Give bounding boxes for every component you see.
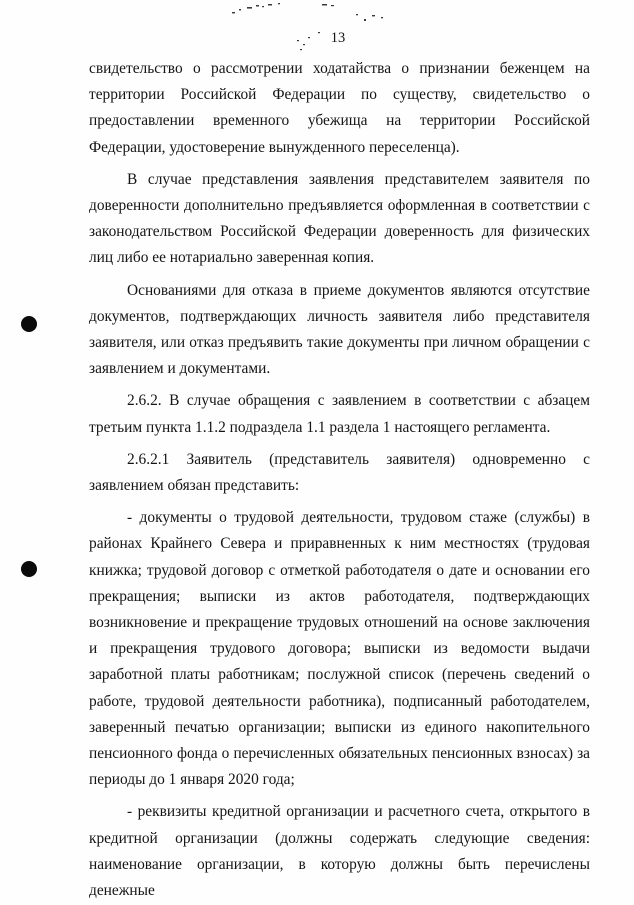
punch-hole-bottom [21, 561, 37, 577]
punch-hole-top [21, 316, 37, 332]
paragraph-continuation: свидетельство о рассмотрении ходатайства о признании беженцем на территории Российской Федерации по существу, свидетельство о предоставлении временного убежища на территории Российской Федерации, удостоверение вынужденного переселенца). [89, 60, 590, 156]
paragraph-refusal-grounds: Основаниями для отказа в приеме документов являются отсутствие документов, подтверждающих личность заявителя либо представителя заявителя, или отказ предъявить такие документы при личном обращении с заявлением и документами. [89, 281, 590, 378]
paragraph-representative: В случае представления заявления представителем заявителя по доверенности дополнительно предъявляется оформленная в соответствии с законодательством Российской Федерации доверенность для физических лиц либо ее нотариально заверенная копия. [89, 170, 590, 267]
paragraph-2-6-2: 2.6.2. В случае обращения с заявлением в соответствии с абзацем третьим пункта 1.1.2 подраздела 1.1 раздела 1 настоящего регламента. [89, 392, 590, 436]
page-number: 13 [330, 30, 346, 46]
paragraph-2-6-2-1: 2.6.2.1 Заявитель (представитель заявителя) одновременно с заявлением обязан представить: [89, 450, 590, 495]
document-body [89, 56, 590, 904]
list-item-work-documents: - документы о трудовой деятельности, трудовом стаже (службы) в районах Крайнего Севера и приравненных к ним местностях (трудовая книжка; трудовой договор с отметкой работодателя о дате и основании его прекращения; выписки из актов работодателя, подтверждающих возникновение и прекращение трудовых отношений на основе заключения и прекращения трудового договора; выписки из ведомости выдачи заработной платы работникам; послужной список (перечень сведений о работе, трудовой деятельности работника), подписанный работодателем, заверенный печатью организации; выписки из единого накопительного пенсионного фонда о перечисленных обязательных пенсионных взносах) за периоды до 1 января 2020 года; [89, 509, 590, 789]
list-item-bank-details: - реквизиты кредитной организации и расчетного счета, открытого в кредитной организации (должны содержать следующие сведения: наименование организации, в которую должны быть перечислены денежные [89, 803, 590, 900]
